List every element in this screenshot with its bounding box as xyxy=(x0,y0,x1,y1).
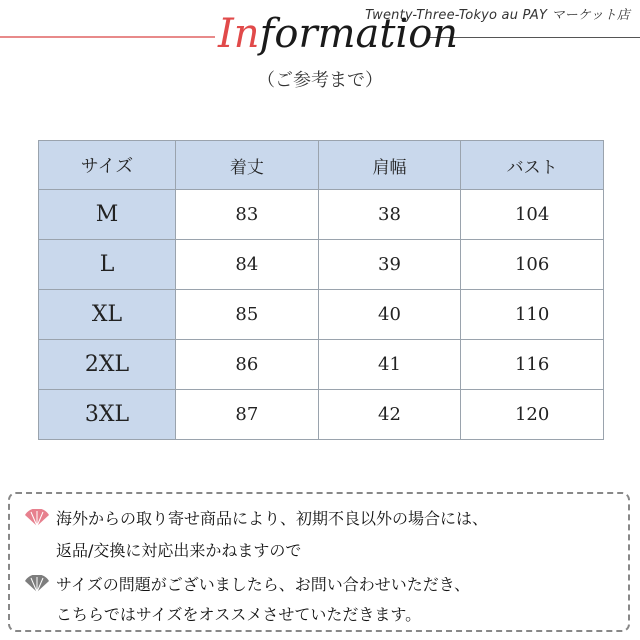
header-size: サイズ xyxy=(39,141,176,190)
title-rest: formation xyxy=(259,11,459,57)
length-cell: 87 xyxy=(176,390,319,440)
divider-left xyxy=(0,36,215,38)
bust-cell: 104 xyxy=(461,190,604,240)
bust-cell: 106 xyxy=(461,240,604,290)
length-cell: 84 xyxy=(176,240,319,290)
size-cell: M xyxy=(39,190,176,240)
table-row xyxy=(39,240,604,290)
note-2 xyxy=(24,572,470,595)
table-row xyxy=(39,190,604,240)
shoulder-cell: 39 xyxy=(318,240,461,290)
bust-cell: 120 xyxy=(461,390,604,440)
size-cell: XL xyxy=(39,290,176,340)
header-shoulder: 肩幅 xyxy=(318,141,461,190)
table-header-row xyxy=(39,141,604,190)
page-subtitle: （ご参考まで） xyxy=(257,70,383,91)
shop-name: Twenty-Three-Tokyo au PAY マーケット店 xyxy=(365,8,630,23)
header-bust: バスト xyxy=(461,141,604,190)
length-cell: 85 xyxy=(176,290,319,340)
shoulder-cell: 40 xyxy=(318,290,461,340)
fan-icon xyxy=(24,575,50,593)
notes-box xyxy=(8,492,630,632)
title-first: In xyxy=(218,11,260,57)
shoulder-cell: 38 xyxy=(318,190,461,240)
note-2-line2: こちらではサイズをオススメさせていただきます。 xyxy=(56,605,422,624)
bust-cell: 116 xyxy=(461,340,604,390)
note-1-line2: 返品/交換に対応出来かねますので xyxy=(56,541,302,560)
size-table xyxy=(38,140,604,440)
length-cell: 86 xyxy=(176,340,319,390)
table-row xyxy=(39,390,604,440)
page-title xyxy=(218,10,458,58)
note-1 xyxy=(24,506,488,529)
header-length: 着丈 xyxy=(176,141,319,190)
size-cell: L xyxy=(39,240,176,290)
note-2-line1: サイズの問題がございましたら、お問い合わせいただき、 xyxy=(56,575,471,594)
shoulder-cell: 42 xyxy=(318,390,461,440)
note-1-line1: 海外からの取り寄せ商品により、初期不良以外の場合には、 xyxy=(56,509,489,528)
bust-cell: 110 xyxy=(461,290,604,340)
length-cell: 83 xyxy=(176,190,319,240)
shoulder-cell: 41 xyxy=(318,340,461,390)
fan-icon xyxy=(24,509,50,527)
table-row xyxy=(39,340,604,390)
table-row xyxy=(39,290,604,340)
size-cell: 2XL xyxy=(39,340,176,390)
size-cell: 3XL xyxy=(39,390,176,440)
divider-right xyxy=(430,37,640,38)
